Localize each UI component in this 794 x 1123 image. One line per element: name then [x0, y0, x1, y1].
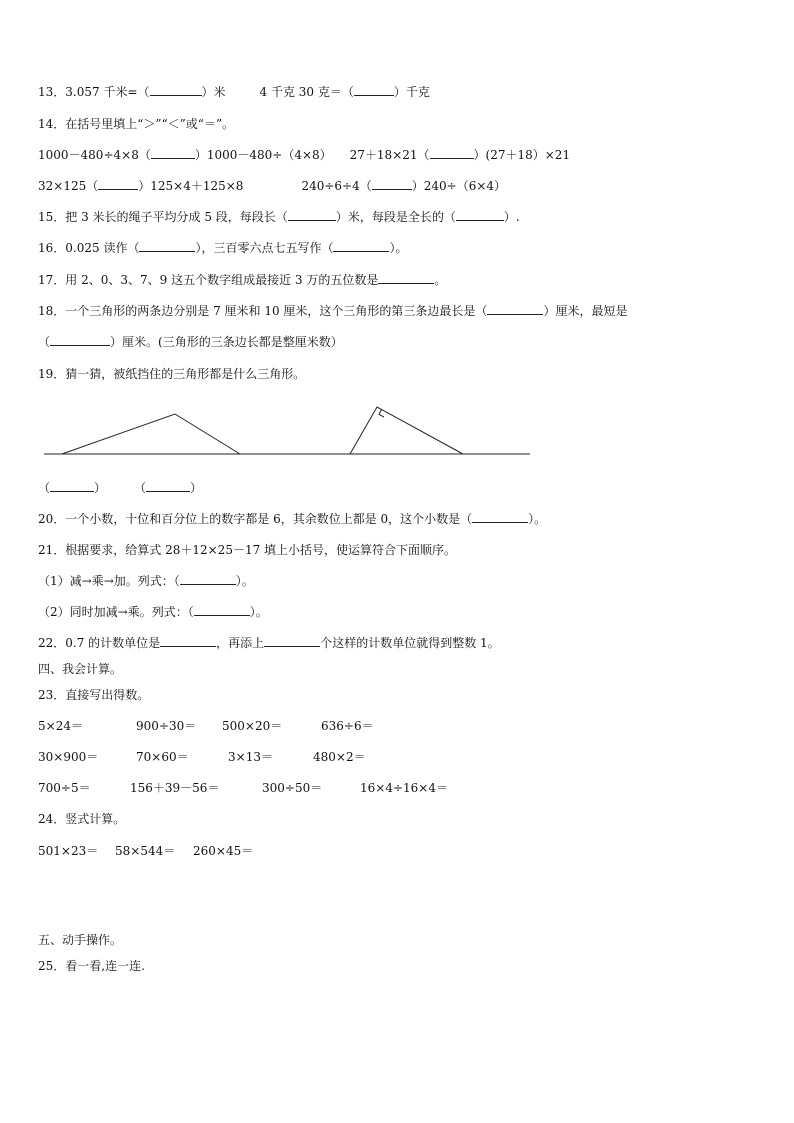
calc-item: 156＋39－56＝ — [130, 781, 220, 795]
question-24-title: 24．竖式计算。 — [38, 812, 126, 826]
calc-item: 700÷5＝ — [38, 781, 91, 795]
question-14-title: 14．在括号里填上“＞”“＜”或“＝”。 — [38, 117, 235, 131]
answer-blank[interactable] — [160, 635, 216, 647]
question-21-title: 21．根据要求，给算式 28＋12×25－17 填上小括号，使运算符合下面顺序。 — [38, 543, 457, 557]
answer-blank[interactable] — [264, 635, 320, 647]
hidden-triangles-figure — [38, 404, 538, 464]
calc-item: 70×60＝ — [136, 750, 189, 764]
answer-blank[interactable] — [98, 178, 138, 190]
answer-blank[interactable] — [372, 178, 412, 190]
answer-blank[interactable] — [50, 480, 94, 492]
question-18-line-2: （ ）厘米。(三角形的三条边长都是整厘米数） — [38, 335, 343, 349]
answer-blank[interactable] — [139, 240, 195, 252]
vertical-calc-item: 260×45＝ — [193, 844, 254, 858]
answer-blank[interactable] — [151, 147, 195, 159]
answer-blank[interactable] — [146, 480, 190, 492]
question-14-row-1: 1000－480÷4×8（ ）1000－480÷（4×8） 27＋18×21（ ）(27＋18）×21 — [38, 148, 571, 162]
answer-blank[interactable] — [150, 84, 202, 96]
answer-blank[interactable] — [288, 209, 336, 221]
vertical-calc-item: 501×23＝ — [38, 844, 99, 858]
calc-item: 5×24＝ — [38, 719, 83, 733]
question-23-title: 23．直接写出得数。 — [38, 688, 150, 702]
question-21-part-1: （1）减→乘→加。列式：（ ）。 — [38, 574, 254, 588]
question-13: 13．3.057 千米=（ ）米 4 千克 30 克＝（ ）千克 — [38, 85, 430, 99]
answer-blank[interactable] — [378, 272, 434, 284]
question-18-line-1: 18．一个三角形的两条边分别是 7 厘米和 10 厘米，这个三角形的第三条边最长是（ ）厘米，最短是 — [38, 304, 628, 318]
answer-blank[interactable] — [50, 334, 110, 346]
calc-item: 480×2＝ — [313, 750, 366, 764]
question-21-part-2: （2）同时加减→乘。列式：（ ）。 — [38, 605, 268, 619]
section-5-heading: 五、动手操作。 — [38, 933, 123, 947]
question-19-answers: （ ） （ ） — [38, 481, 203, 495]
calc-item: 500×20＝ — [222, 719, 283, 733]
question-25: 25．看一看,连一连. — [38, 959, 145, 973]
question-14-row-2: 32×125（ ）125×4＋125×8 240÷6÷4（ ）240÷（6×4） — [38, 179, 507, 193]
answer-blank[interactable] — [180, 573, 236, 585]
calc-item: 300÷50＝ — [262, 781, 323, 795]
answer-blank[interactable] — [354, 84, 394, 96]
calc-item: 30×900＝ — [38, 750, 99, 764]
answer-blank[interactable] — [430, 147, 474, 159]
calc-item: 3×13＝ — [228, 750, 273, 764]
obtuse-triangle-shape — [62, 414, 240, 454]
answer-blank[interactable] — [472, 511, 528, 523]
calc-item: 16×4÷16×4＝ — [360, 781, 448, 795]
question-20: 20．一个小数，十位和百分位上的数字都是 6，其余数位上都是 0，这个小数是（ ）。 — [38, 512, 547, 526]
question-22: 22．0.7 的计数单位是 ，再添上 个这样的计数单位就得到整数 1。 — [38, 636, 500, 650]
right-triangle-shape — [350, 407, 463, 454]
calc-item: 636÷6＝ — [321, 719, 374, 733]
answer-blank[interactable] — [333, 240, 389, 252]
question-17: 17．用 2、0、3、7、9 这五个数字组成最接近 3 万的五位数是 。 — [38, 273, 447, 287]
question-15: 15．把 3 米长的绳子平均分成 5 段，每段长（ ）米，每段是全长的（ ）. — [38, 210, 520, 224]
answer-blank[interactable] — [456, 209, 504, 221]
question-16: 16．0.025 读作（ ），三百零六点七五写作（ ）。 — [38, 241, 408, 255]
question-19-title: 19．猜一猜，被纸挡住的三角形都是什么三角形。 — [38, 367, 306, 381]
calc-item: 900÷30＝ — [136, 719, 197, 733]
section-4-heading: 四、我会计算。 — [38, 662, 123, 676]
answer-blank[interactable] — [487, 303, 543, 315]
answer-blank[interactable] — [194, 604, 250, 616]
vertical-calc-item: 58×544＝ — [115, 844, 176, 858]
